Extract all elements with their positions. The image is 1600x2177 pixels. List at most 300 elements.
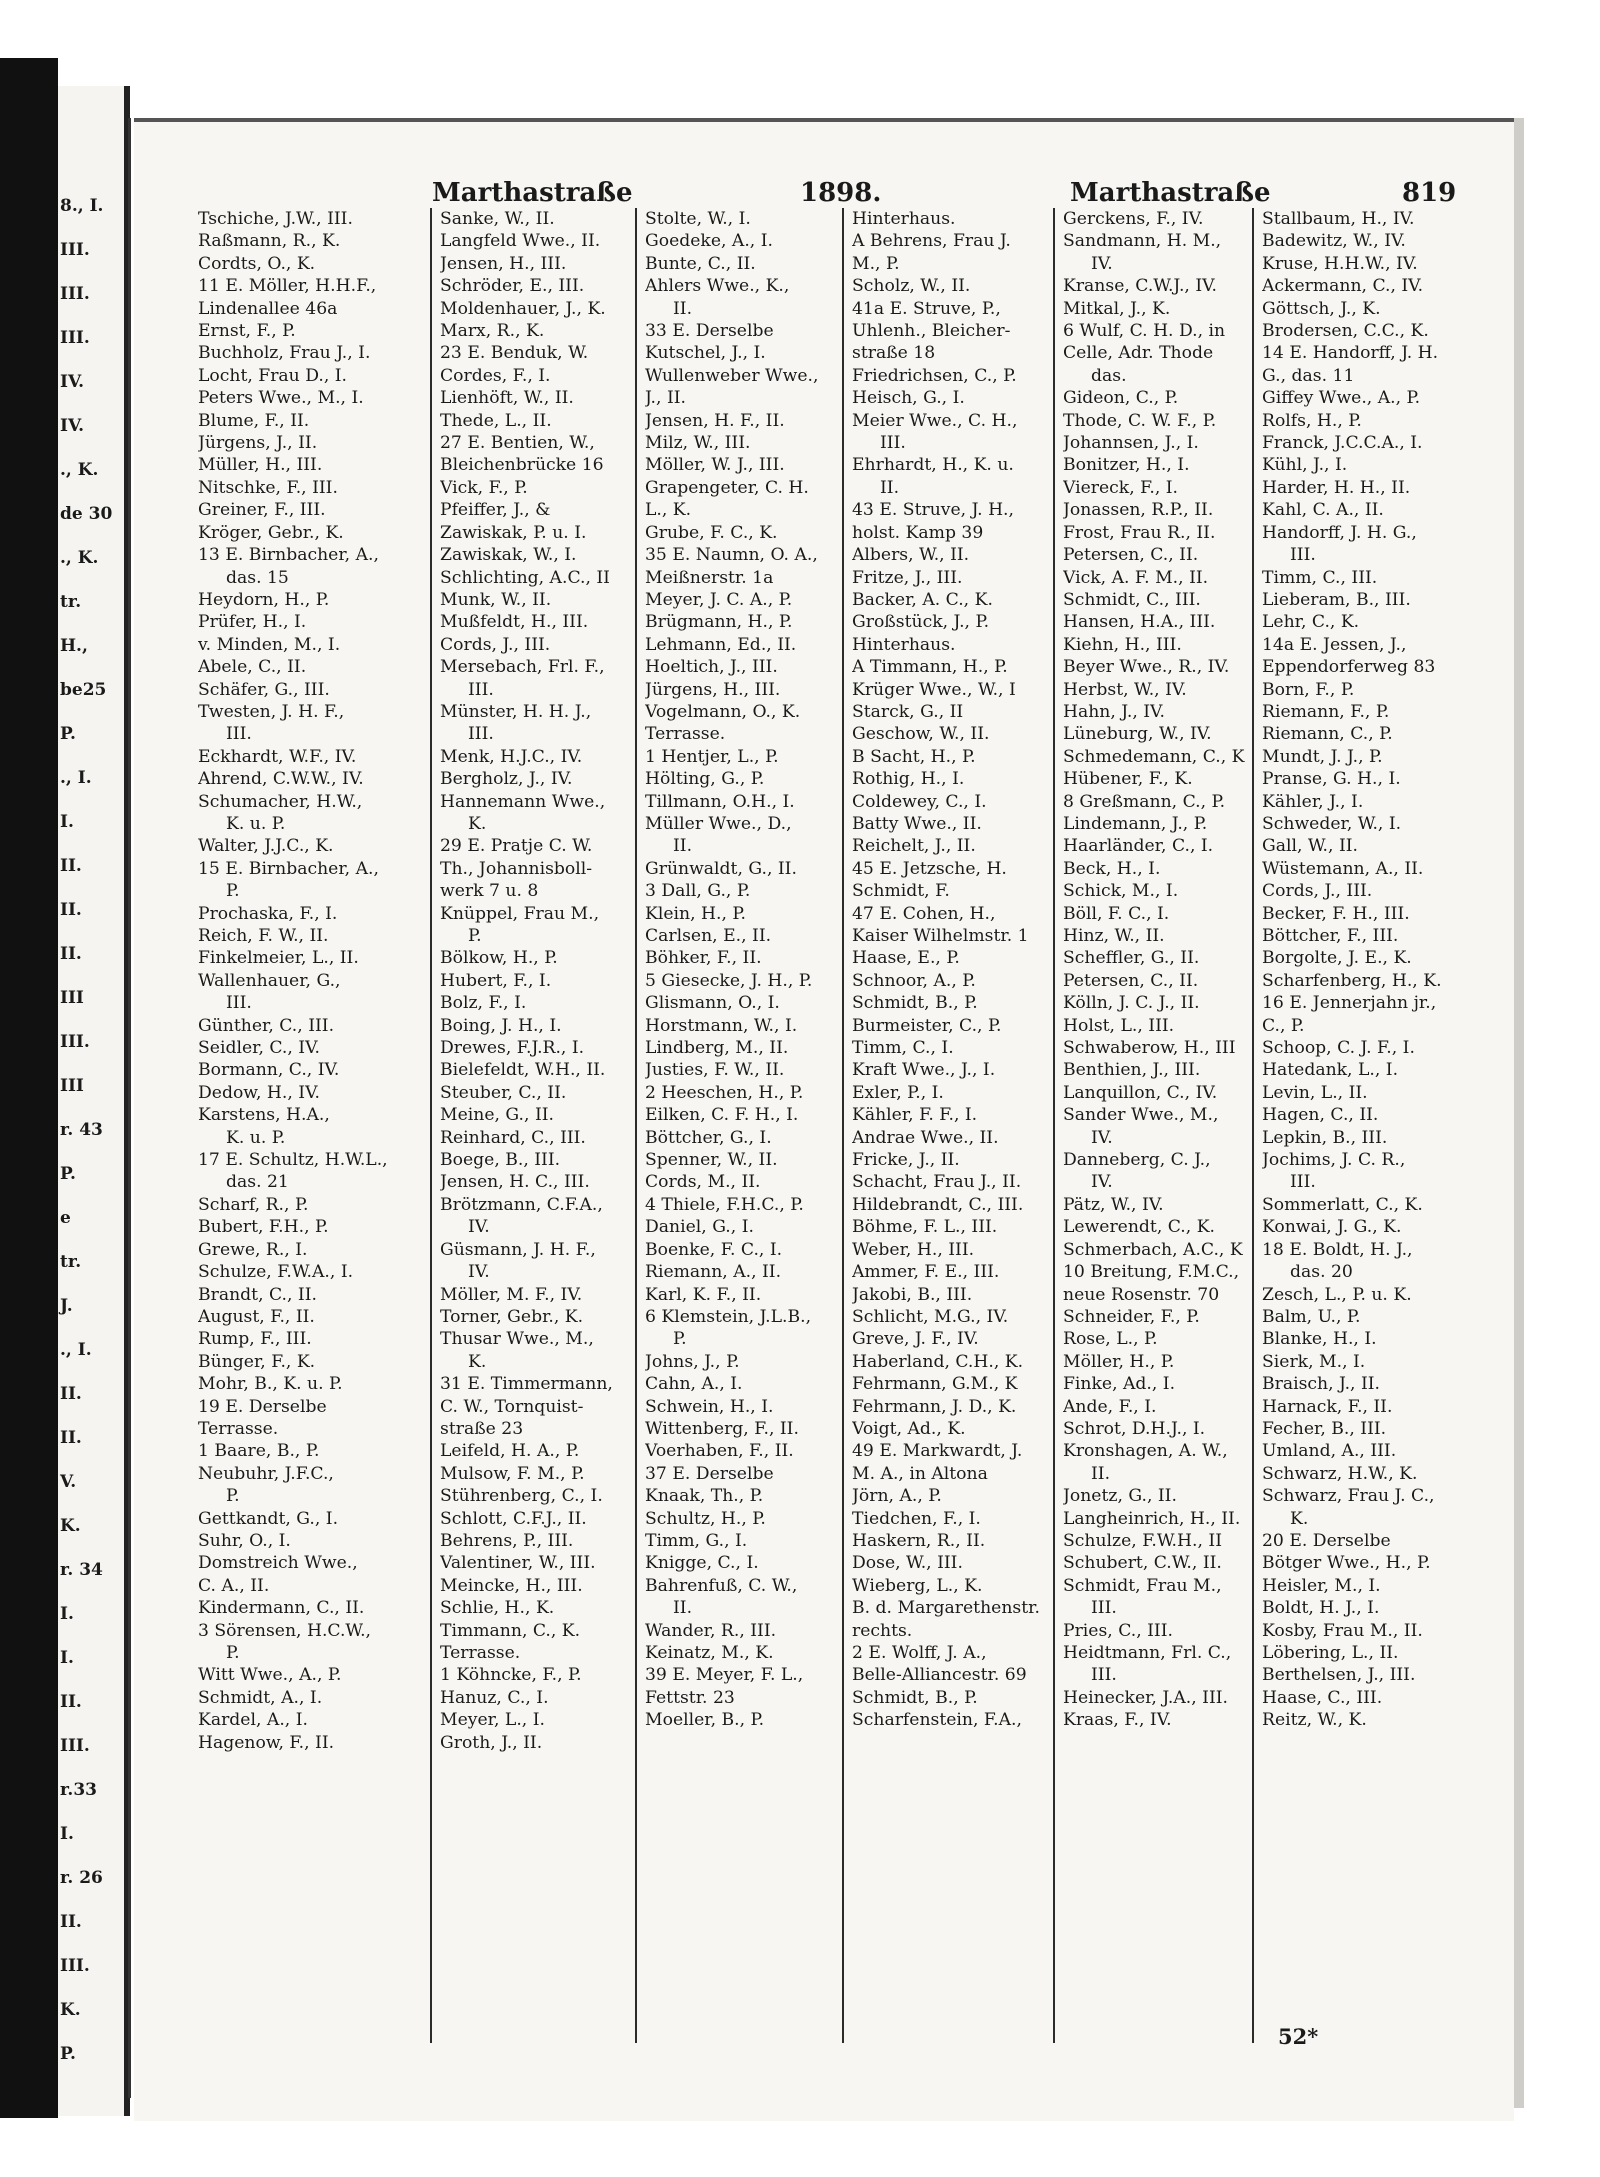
directory-entry: Grewe, R., I. [198, 1239, 308, 1260]
directory-entry: Meincke, H., III. [440, 1575, 583, 1596]
left-page-fragment: ., I. [60, 1340, 92, 1360]
directory-entry: das. 21 [226, 1172, 289, 1193]
directory-entry: Güsmann, J. H. F., [440, 1239, 596, 1260]
directory-entry: Knüppel, Frau M., [440, 903, 600, 924]
directory-entry: Kutschel, J., I. [645, 343, 766, 364]
directory-entry: Bergholz, J., IV. [440, 769, 573, 790]
left-page-fragment: II. [60, 1692, 82, 1712]
directory-entry: Schäfer, G., III. [198, 679, 330, 700]
directory-entry: 13 E. Birnbacher, A., [198, 545, 379, 566]
directory-entry: II. [880, 477, 900, 498]
directory-entry: Twesten, J. H. F., [198, 701, 345, 722]
directory-entry: Prochaska, F., I. [198, 903, 338, 924]
directory-entry: Brodersen, C.C., K. [1262, 321, 1429, 342]
directory-entry: Boege, B., III. [440, 1150, 561, 1171]
directory-entry: Haberland, C.H., K. [852, 1351, 1024, 1372]
directory-entry: 8 Greßmann, C., P. [1063, 791, 1226, 812]
directory-entry: Becker, F. H., III. [1262, 903, 1410, 924]
directory-entry: Friedrichsen, C., P. [852, 365, 1017, 386]
left-page-fragment: III. [60, 1032, 90, 1052]
directory-entry: Danneberg, C. J., [1063, 1150, 1211, 1171]
directory-entry: Bahrenfuß, C. W., [645, 1575, 798, 1596]
left-page-fragment: tr. [60, 592, 82, 612]
directory-entry: Peters Wwe., M., I. [198, 388, 364, 409]
left-page-fragment: e [60, 1208, 71, 1228]
directory-entry: Möller, W. J., III. [645, 455, 785, 476]
directory-entry: Jörn, A., P. [852, 1486, 942, 1507]
column-3 [645, 208, 855, 2048]
directory-entry: werk 7 u. 8 [440, 881, 539, 902]
directory-entry: das. [1091, 365, 1127, 386]
left-page-fragment: III. [60, 1956, 90, 1976]
directory-entry: 18 E. Boldt, H. J., [1262, 1239, 1413, 1260]
directory-entry: III. [468, 724, 494, 745]
left-page-fragment: K. [60, 1516, 81, 1536]
directory-entry: Timm, C., III. [1262, 567, 1378, 588]
running-head-year: 1898. [800, 178, 882, 208]
directory-entry: 1 Köhncke, F., P. [440, 1665, 582, 1686]
directory-entry: Born, F., P. [1262, 679, 1355, 700]
left-page-fragment: V. [60, 1472, 77, 1492]
scan-border [0, 58, 58, 2118]
directory-entry: Vick, F., P. [440, 477, 528, 498]
directory-entry: Goedeke, A., I. [645, 231, 773, 252]
directory-entry: Boldt, H. J., I. [1262, 1598, 1380, 1619]
directory-entry: Steuber, C., II. [440, 1082, 567, 1103]
left-page-fragment: I. [60, 1648, 74, 1668]
directory-entry: Bormann, C., IV. [198, 1060, 340, 1081]
directory-entry: Jürgens, H., III. [645, 679, 781, 700]
left-page-fragment: r. 43 [60, 1120, 103, 1140]
directory-entry: P. [226, 1643, 240, 1663]
directory-entry: Munk, W., II. [440, 589, 552, 610]
page-edge [1514, 118, 1524, 2108]
directory-entry: Kronshagen, A. W., [1063, 1441, 1228, 1462]
directory-entry: Kaiser Wilhelmstr. 1 [852, 926, 1029, 946]
directory-entry: Kahl, C. A., II. [1262, 500, 1384, 521]
left-page-fragment: P. [60, 724, 76, 744]
directory-entry: Riemann, F., P. [1262, 701, 1390, 722]
directory-entry: 37 E. Derselbe [645, 1463, 774, 1484]
directory-entry: Zawiskak, W., I. [440, 545, 577, 566]
directory-entry: Finke, Ad., I. [1063, 1374, 1176, 1395]
directory-entry: Timm, G., I. [645, 1530, 748, 1551]
directory-entry: Leifeld, H. A., P. [440, 1441, 580, 1462]
directory-entry: Thede, L., II. [440, 410, 552, 431]
directory-entry: 15 E. Birnbacher, A., [198, 858, 379, 879]
directory-entry: Ernst, F., P. [198, 321, 296, 342]
directory-entry: Grapengeter, C. H. [645, 477, 809, 498]
directory-entry: Coldewey, C., I. [852, 791, 987, 812]
directory-entry: Böttcher, F., III. [1262, 926, 1399, 946]
directory-entry: Stolte, W., I. [645, 209, 751, 229]
left-page-fragment: III. [60, 1736, 90, 1756]
directory-entry: Frost, Frau R., II. [1063, 522, 1216, 543]
directory-entry: Kosby, Frau M., II. [1262, 1620, 1423, 1641]
directory-entry: Wüstemann, A., II. [1262, 858, 1424, 879]
directory-entry: Schröder, E., III. [440, 276, 585, 297]
directory-entry: Brötzmann, C.F.A., [440, 1194, 603, 1215]
directory-entry: Böhker, F., II. [645, 948, 762, 969]
directory-entry: Raßmann, R., K. [198, 231, 341, 252]
directory-entry: Bonitzer, H., I. [1063, 455, 1190, 476]
left-page-fragment: J. [60, 1296, 73, 1316]
directory-entry: Meyer, L., I. [440, 1710, 545, 1731]
directory-entry: II. [673, 836, 693, 857]
directory-entry: Scharfenstein, F.A., [852, 1710, 1022, 1731]
left-page-fragment: r. 34 [60, 1560, 103, 1580]
left-page-edge [58, 86, 130, 2116]
directory-entry: Mundt, J. J., P. [1262, 746, 1383, 767]
directory-entry: P. [468, 926, 482, 946]
directory-entry: 10 Breitung, F.M.C., [1063, 1262, 1240, 1283]
directory-entry: Sander Wwe., M., [1063, 1105, 1219, 1126]
directory-entry: Münster, H. H. J., [440, 701, 592, 722]
directory-entry: Reitz, W., K. [1262, 1710, 1367, 1731]
directory-entry: Schmidt, A., I. [198, 1687, 323, 1708]
directory-entry: Haskern, R., II. [852, 1530, 986, 1551]
directory-entry: IV. [1091, 1127, 1113, 1148]
directory-entry: Abele, C., II. [198, 657, 307, 678]
directory-entry: B. d. Margarethenstr. [852, 1598, 1040, 1619]
directory-entry: Reinhard, C., III. [440, 1127, 586, 1148]
directory-entry: Fecher, B., III. [1262, 1418, 1387, 1439]
directory-entry: Bleichenbrücke 16 [440, 455, 604, 476]
directory-entry: Keinatz, M., K. [645, 1643, 774, 1663]
directory-entry: Groth, J., II. [440, 1732, 543, 1753]
directory-entry: III. [226, 993, 252, 1014]
directory-entry: 23 E. Benduk, W. [440, 343, 589, 364]
directory-entry: Glismann, O., I. [645, 993, 780, 1014]
directory-entry: J., II. [645, 388, 686, 409]
directory-entry: C., P. [1262, 1015, 1305, 1036]
directory-entry: Meyer, J. C. A., P. [645, 589, 793, 610]
directory-entry: Zesch, L., P. u. K. [1262, 1284, 1412, 1305]
directory-entry: v. Minden, M., I. [198, 634, 341, 655]
directory-entry: 49 E. Markwardt, J. [852, 1441, 1023, 1462]
directory-entry: II. [1091, 1463, 1111, 1484]
directory-entry: Mußfeldt, H., III. [440, 612, 589, 633]
directory-entry: Hansen, H.A., III. [1063, 612, 1216, 633]
directory-entry: Grube, F. C., K. [645, 522, 778, 543]
directory-entry: C. A., II. [198, 1575, 270, 1596]
directory-entry: Neubuhr, J.F.C., [198, 1463, 334, 1484]
directory-entry: Dedow, H., IV. [198, 1082, 320, 1103]
gutter-rule [128, 118, 131, 2098]
column-rule [1252, 208, 1254, 2043]
directory-entry: 35 E. Naumn, O. A., [645, 545, 818, 566]
left-page-fragment: II. [60, 1428, 82, 1448]
directory-entry: Lepkin, B., III. [1262, 1127, 1388, 1148]
directory-entry: 29 E. Pratje C. W. [440, 836, 593, 857]
directory-entry: Tillmann, O.H., I. [645, 791, 795, 812]
directory-entry: Schacht, Frau J., II. [852, 1172, 1022, 1193]
directory-entry: Blanke, H., I. [1262, 1329, 1377, 1350]
directory-entry: Dose, W., III. [852, 1553, 963, 1574]
directory-entry: Tschiche, J.W., III. [198, 209, 353, 229]
directory-entry: Carlsen, E., II. [645, 926, 772, 946]
directory-entry: Timm, C., I. [852, 1038, 954, 1059]
directory-entry: Karstens, H.A., [198, 1105, 330, 1126]
directory-entry: Franck, J.C.C.A., I. [1262, 433, 1423, 454]
directory-entry: Schmidt, C., III. [1063, 589, 1201, 610]
directory-entry: Petersen, C., II. [1063, 970, 1199, 991]
directory-entry: Rose, L., P. [1063, 1329, 1158, 1350]
directory-entry: 31 E. Timmermann, [440, 1374, 613, 1395]
directory-entry: Scharfenberg, H., K. [1262, 970, 1442, 991]
directory-entry: Geschow, W., II. [852, 724, 990, 745]
left-page-fragment: ., K. [60, 460, 99, 480]
directory-entry: Schneider, F., P. [1063, 1306, 1200, 1327]
directory-entry: Horstmann, W., I. [645, 1015, 798, 1036]
directory-entry: Timmann, C., K. [440, 1620, 581, 1641]
directory-entry: Rump, F., III. [198, 1329, 312, 1350]
directory-entry: Hinterhaus. [852, 209, 956, 229]
directory-entry: Umland, A., III. [1262, 1441, 1397, 1462]
directory-entry: Milz, W., III. [645, 433, 751, 454]
directory-entry: G., das. 11 [1262, 365, 1355, 386]
directory-entry: 6 Wulf, C. H. D., in [1063, 321, 1226, 342]
directory-entry: Bolz, F., I. [440, 993, 527, 1014]
column-rule [635, 208, 637, 2043]
directory-entry: Belle-Alliancestr. 69 [852, 1665, 1027, 1686]
directory-entry: II. [673, 1598, 693, 1619]
directory-entry: Günther, C., III. [198, 1015, 335, 1036]
directory-entry: Burmeister, C., P. [852, 1015, 1002, 1036]
directory-entry: Sommerlatt, C., K. [1262, 1194, 1423, 1215]
directory-entry: Voerhaben, F., II. [645, 1441, 794, 1462]
directory-entry: Cahn, A., I. [645, 1374, 743, 1395]
directory-entry: IV. [468, 1217, 490, 1238]
directory-entry: Reich, F. W., II. [198, 926, 329, 946]
directory-entry: Spenner, W., II. [645, 1150, 778, 1171]
directory-entry: Schlichting, A.C., II [440, 567, 610, 588]
directory-entry: Braisch, J., II. [1262, 1374, 1381, 1395]
directory-entry: 20 E. Derselbe [1262, 1530, 1391, 1551]
directory-entry: P. [673, 1329, 687, 1350]
directory-entry: Meier Wwe., C. H., [852, 410, 1018, 431]
directory-entry: Domstreich Wwe., [198, 1553, 358, 1574]
directory-entry: IV. [1091, 1172, 1113, 1193]
directory-entry: Kähler, F. F., I. [852, 1105, 978, 1126]
left-page-fragment: II. [60, 1912, 82, 1932]
directory-entry: Greve, J. F., IV. [852, 1329, 979, 1350]
directory-entry: 6 Klemstein, J.L.B., [645, 1306, 812, 1327]
directory-entry: 3 Sörensen, H.C.W., [198, 1620, 372, 1641]
directory-entry: Jakobi, B., III. [852, 1284, 973, 1305]
directory-entry: Kranse, C.W.J., IV. [1063, 276, 1218, 297]
directory-entry: Harder, H. H., II. [1262, 477, 1411, 498]
directory-entry: Schwarz, H.W., K. [1262, 1463, 1418, 1484]
left-page-fragment: IV. [60, 416, 85, 436]
directory-entry: Gerckens, F., IV. [1063, 209, 1204, 229]
directory-entry: Klein, H., P. [645, 903, 746, 924]
directory-entry: 41a E. Struve, P., [852, 298, 1001, 319]
directory-entry: Johns, J., P. [645, 1351, 740, 1372]
directory-entry: Suhr, O., I. [198, 1530, 291, 1551]
directory-entry: Wallenhauer, G., [198, 970, 341, 991]
directory-entry: Löbering, L., II. [1262, 1643, 1399, 1663]
directory-entry: Badewitz, W., IV. [1262, 231, 1406, 252]
directory-entry: 17 E. Schultz, H.W.L., [198, 1150, 388, 1171]
directory-entry: Ahrend, C.W.W., IV. [198, 769, 364, 790]
directory-entry: Nitschke, F., III. [198, 477, 338, 498]
left-page-fragment: H., [60, 636, 88, 656]
directory-entry: Ackermann, C., IV. [1262, 276, 1424, 297]
directory-entry: Eckhardt, W.F., IV. [198, 746, 357, 767]
directory-entry: Kühl, J., I. [1262, 455, 1348, 476]
directory-entry: Bunte, C., II. [645, 253, 756, 274]
directory-entry: Meißnerstr. 1a [645, 567, 774, 588]
directory-entry: 27 E. Bentien, W., [440, 433, 595, 454]
directory-entry: Jonetz, G., II. [1063, 1486, 1177, 1507]
directory-entry: 43 E. Struve, J. H., [852, 500, 1014, 521]
directory-entry: Berthelsen, J., III. [1262, 1665, 1416, 1686]
directory-entry: 3 Dall, G., P. [645, 881, 751, 902]
directory-entry: K. u. P. [226, 813, 286, 834]
column-5 [1063, 208, 1273, 2048]
directory-entry: Petersen, C., II. [1063, 545, 1199, 566]
left-page-fragment: III. [60, 328, 90, 348]
directory-entry: Moldenhauer, J., K. [440, 298, 606, 319]
directory-entry: Knigge, C., I. [645, 1553, 759, 1574]
directory-entry: Menk, H.J.C., IV. [440, 746, 583, 767]
signature-mark: 52* [1278, 2024, 1319, 2049]
directory-entry: Rothig, H., I. [852, 769, 965, 790]
directory-entry: Uhlenh., Bleicher- [852, 321, 1011, 342]
directory-entry: 45 E. Jetzsche, H. [852, 858, 1007, 879]
directory-entry: Levin, L., II. [1262, 1082, 1368, 1103]
left-page-fragment: tr. [60, 1252, 82, 1272]
left-page-fragment: K. [60, 2000, 81, 2020]
directory-entry: Kruse, H.H.W., IV. [1262, 253, 1418, 274]
directory-entry: Kraas, F., IV. [1063, 1710, 1172, 1731]
left-page-fragment: ., K. [60, 548, 99, 568]
directory-entry: Jonassen, R.P., II. [1063, 500, 1214, 521]
left-page-fragment: ., I. [60, 768, 92, 788]
directory-entry: Johannsen, J., I. [1063, 433, 1199, 454]
directory-entry: Fehrmann, G.M., K [852, 1374, 1018, 1395]
directory-entry: Exler, P., I. [852, 1082, 944, 1103]
directory-entry: III. [468, 679, 494, 700]
directory-entry: 19 E. Derselbe [198, 1396, 327, 1417]
directory-entry: III. [880, 433, 906, 454]
directory-entry: III. [1091, 1598, 1117, 1619]
directory-entry: Lieberam, B., III. [1262, 589, 1411, 610]
directory-entry: Schmidt, B., P. [852, 1687, 978, 1708]
left-page-fragment: II. [60, 944, 82, 964]
directory-entry: K. [468, 813, 487, 834]
directory-entry: Mohr, B., K. u. P. [198, 1374, 343, 1395]
column-4 [852, 208, 1062, 2048]
directory-entry: Böttcher, G., I. [645, 1127, 772, 1148]
directory-entry: Sandmann, H. M., [1063, 231, 1222, 252]
directory-entry: Terrasse. [645, 724, 726, 745]
directory-entry: Gettkandt, G., I. [198, 1508, 339, 1529]
left-page-fragment: IV. [60, 372, 85, 392]
directory-entry: Knaak, Th., P. [645, 1486, 764, 1507]
directory-entry: Tiedchen, F., I. [852, 1508, 981, 1529]
left-page-fragment: II. [60, 856, 82, 876]
directory-entry: Albers, W., II. [852, 545, 970, 566]
directory-entry: M. A., in Altona [852, 1463, 988, 1484]
left-page-fragment: r. 26 [60, 1868, 103, 1888]
directory-entry: Pranse, G. H., I. [1262, 769, 1401, 790]
directory-entry: Brandt, C., II. [198, 1284, 317, 1305]
directory-entry: Cords, J., III. [440, 634, 551, 655]
directory-entry: III. [1290, 545, 1316, 566]
directory-entry: Jensen, H., III. [440, 253, 567, 274]
directory-entry: Jochims, J. C. R., [1262, 1150, 1406, 1171]
directory-entry: Thusar Wwe., M., [440, 1329, 594, 1350]
directory-entry: Celle, Adr. Thode [1063, 343, 1214, 364]
directory-entry: Fehrmann, J. D., K. [852, 1396, 1017, 1417]
directory-entry: Schmerbach, A.C., K [1063, 1239, 1243, 1260]
running-head-right: Marthastraße [1070, 178, 1271, 208]
directory-entry: Bötger Wwe., H., P. [1262, 1553, 1431, 1574]
directory-entry: Valentiner, W., III. [440, 1553, 596, 1574]
directory-entry: Cords, J., III. [1262, 881, 1373, 902]
directory-entry: Kindermann, C., II. [198, 1598, 365, 1619]
directory-entry: Terrasse. [440, 1643, 521, 1663]
directory-entry: Scharf, R., P. [198, 1194, 309, 1215]
left-page-fragment: I. [60, 1604, 74, 1624]
directory-entry: 1 Baare, B., P. [198, 1441, 320, 1462]
directory-entry: Krüger Wwe., W., I [852, 679, 1016, 700]
directory-entry: Langfeld Wwe., II. [440, 231, 601, 252]
directory-entry: 2 Heeschen, H., P. [645, 1082, 804, 1103]
directory-entry: Jensen, H. C., III. [440, 1172, 590, 1193]
directory-entry: II. [673, 298, 693, 319]
directory-entry: Schmidt, F. [852, 881, 950, 902]
directory-entry: Schweder, W., I. [1262, 813, 1402, 834]
directory-entry: Giffey Wwe., A., P. [1262, 388, 1421, 409]
directory-entry: Pfeiffer, J., & [440, 500, 551, 521]
left-page-fragment: III. [60, 240, 90, 260]
directory-entry: Scholz, W., II. [852, 276, 971, 297]
directory-entry: Beyer Wwe., R., IV. [1063, 657, 1230, 678]
column-rule [1053, 208, 1055, 2043]
directory-entry: Benthien, J., III. [1063, 1060, 1201, 1081]
directory-entry: Mersebach, Frl. F., [440, 657, 605, 678]
directory-entry: Bubert, F.H., P. [198, 1217, 329, 1238]
directory-entry: Lindberg, M., II. [645, 1038, 789, 1059]
directory-entry: Mitkal, J., K. [1063, 298, 1171, 319]
left-page-fragment: I. [60, 812, 74, 832]
directory-entry: Blume, F., II. [198, 410, 310, 431]
directory-entry: Cordes, F., I. [440, 365, 551, 386]
directory-entry: Prüfer, H., I. [198, 612, 307, 633]
directory-entry: 14 E. Handorff, J. H. [1262, 343, 1439, 364]
directory-entry: K. [468, 1351, 487, 1372]
directory-entry: Schwarz, Frau J. C., [1262, 1486, 1435, 1507]
directory-entry: Handorff, J. H. G., [1262, 522, 1417, 543]
directory-entry: Beck, H., I. [1063, 858, 1161, 879]
directory-entry: Fricke, J., II. [852, 1150, 960, 1171]
directory-entry: Ammer, F. E., III. [852, 1262, 1000, 1283]
directory-entry: Brügmann, H., P. [645, 612, 793, 633]
directory-entry: IV. [468, 1262, 490, 1283]
directory-entry: Böll, F. C., I. [1063, 903, 1170, 924]
directory-entry: Sierk, M., I. [1262, 1351, 1366, 1372]
left-page-fragment: de 30 [60, 504, 113, 524]
directory-entry: Pätz, W., IV. [1063, 1194, 1164, 1215]
directory-entry: Locht, Frau D., I. [198, 365, 348, 386]
directory-entry: Haase, E., P. [852, 948, 960, 969]
directory-entry: Schlicht, M.G., IV. [852, 1306, 1009, 1327]
directory-entry: Hinterhaus. [852, 634, 956, 655]
directory-entry: Haase, C., III. [1262, 1687, 1383, 1708]
